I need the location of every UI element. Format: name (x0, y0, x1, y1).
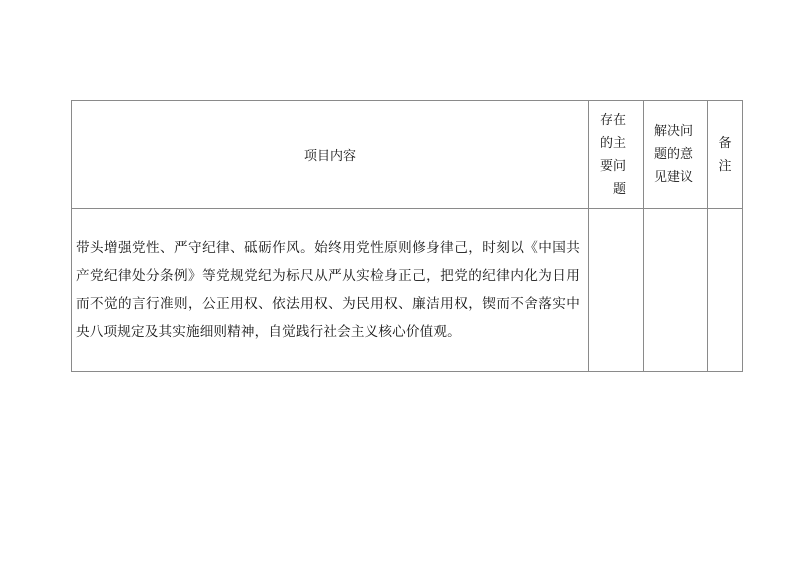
table-header-row (72, 101, 743, 209)
header-suggestions-line: 解决问 (654, 124, 694, 139)
header-main-issues-line: 的主 (600, 135, 627, 151)
table-row (72, 209, 743, 372)
header-item-content-label: 项目内容 (303, 149, 356, 164)
item-content-text: 带头增强党性、严守纪律、砥砺作风。始终用党性原则修身律己，时刻以《中国共产党纪律处分条例》等党规党纪为标尺从严从实检身正己，把党的纪律内化为日用而不觉的言行准则，公正用权、依法用权、为民用权、廉洁用权，锲而不舍落实中央八项规定及其实施细则精神，自觉践行社会主义核心价值观。 (76, 240, 580, 340)
header-remarks-line: 备 (718, 135, 732, 151)
main-issues-cell[interactable] (589, 209, 644, 372)
header-suggestions (644, 101, 708, 209)
header-main-issues-line: 要问 (600, 158, 627, 174)
remarks-cell[interactable] (708, 209, 743, 372)
header-main-issues (589, 101, 644, 209)
header-suggestions-line: 题的意 (654, 147, 694, 162)
item-content-cell (72, 209, 589, 372)
suggestions-cell[interactable] (644, 209, 708, 372)
header-remarks-line: 注 (718, 158, 732, 174)
header-main-issues-line: 存在 (600, 112, 627, 128)
header-remarks (708, 101, 743, 209)
header-suggestions-line: 见建议 (654, 170, 694, 185)
header-item-content (72, 101, 589, 209)
review-table (71, 100, 743, 372)
header-main-issues-line: 题 (613, 181, 627, 197)
